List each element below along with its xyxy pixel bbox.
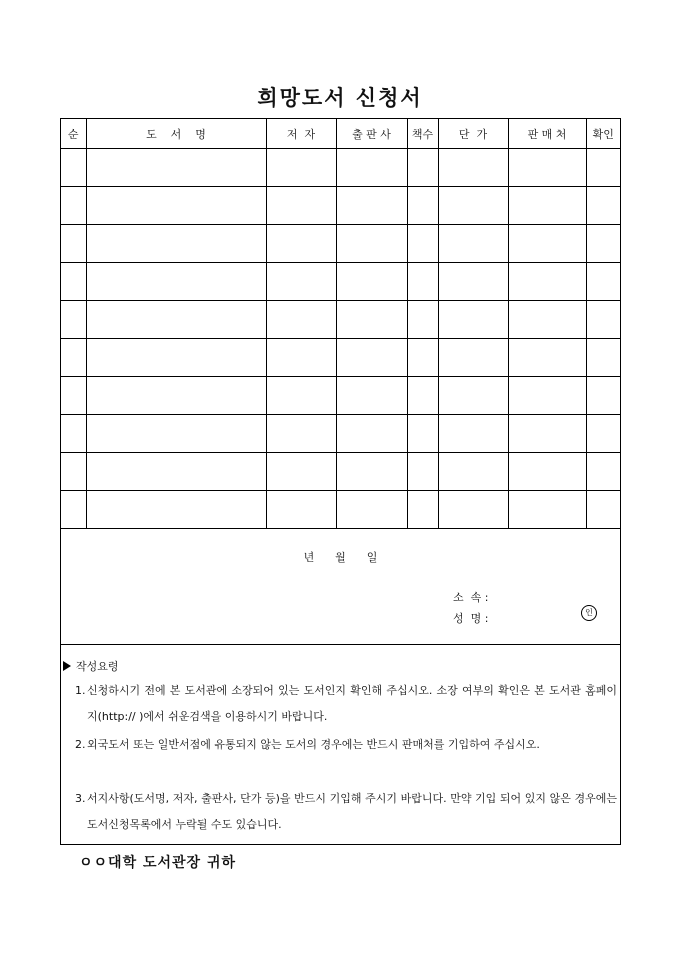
cell-confirm[interactable] [586, 263, 620, 301]
cell-copies[interactable] [407, 453, 438, 491]
cell-publisher[interactable] [336, 377, 407, 415]
cell-author[interactable] [266, 187, 336, 225]
table-row [61, 415, 620, 453]
table-row [61, 339, 620, 377]
header-price: 단 가 [438, 119, 508, 149]
cell-author[interactable] [266, 377, 336, 415]
cell-author[interactable] [266, 491, 336, 529]
cell-no[interactable] [61, 377, 86, 415]
cell-publisher[interactable] [336, 339, 407, 377]
note-item [75, 678, 617, 730]
cell-title[interactable] [86, 187, 266, 225]
triangle-bullet-icon [63, 661, 71, 671]
header-seller: 판 매 처 [508, 119, 586, 149]
cell-price[interactable] [438, 149, 508, 187]
request-form [60, 118, 621, 845]
table-row [61, 377, 620, 415]
note-text: 서지사항(도서명, 저자, 출판사, 단가 등)을 반드시 기입해 주시기 바랍니다. 만약 기입 되어 있지 않은 경우에는 도서신청목록에서 누락될 수도 있습니다. [87, 792, 617, 831]
cell-copies[interactable] [407, 225, 438, 263]
notes-heading-text: 작성요령 [76, 660, 119, 673]
cell-title[interactable] [86, 225, 266, 263]
affiliation-label: 소 속 : [453, 591, 489, 604]
seal-mark: 인 [581, 605, 597, 621]
cell-confirm[interactable] [586, 453, 620, 491]
addressee-footer: ㅇㅇ대학 도서관장 귀하 [79, 855, 236, 871]
header-copies: 책수 [407, 119, 438, 149]
cell-author[interactable] [266, 263, 336, 301]
note-number: 2. [75, 738, 86, 751]
cell-copies[interactable] [407, 491, 438, 529]
notes-heading [63, 658, 119, 674]
cell-no[interactable] [61, 149, 86, 187]
cell-publisher[interactable] [336, 491, 407, 529]
header-title: 도 서 명 [86, 119, 266, 149]
table-row [61, 187, 620, 225]
cell-title[interactable] [86, 453, 266, 491]
cell-no[interactable] [61, 225, 86, 263]
cell-copies[interactable] [407, 301, 438, 339]
section-divider [61, 644, 620, 645]
cell-author[interactable] [266, 339, 336, 377]
cell-seller[interactable] [508, 415, 586, 453]
table-row [61, 453, 620, 491]
table-row [61, 149, 620, 187]
cell-price[interactable] [438, 301, 508, 339]
cell-seller[interactable] [508, 377, 586, 415]
cell-confirm[interactable] [586, 377, 620, 415]
cell-seller[interactable] [508, 453, 586, 491]
name-label: 성 명 : [453, 612, 489, 625]
cell-author[interactable] [266, 415, 336, 453]
cell-price[interactable] [438, 415, 508, 453]
cell-confirm[interactable] [586, 149, 620, 187]
cell-confirm[interactable] [586, 339, 620, 377]
cell-no[interactable] [61, 491, 86, 529]
cell-title[interactable] [86, 149, 266, 187]
note-text: 신청하시기 전에 본 도서관에 소장되어 있는 도서인지 확인해 주십시오. 소장 여부의 확인은 본 도서관 홈페이지(http:// )에서 쉬운검색을 이용하시기 바랍니다. [87, 684, 617, 723]
cell-confirm[interactable] [586, 301, 620, 339]
cell-no[interactable] [61, 453, 86, 491]
cell-seller[interactable] [508, 491, 586, 529]
cell-confirm[interactable] [586, 491, 620, 529]
cell-confirm[interactable] [586, 415, 620, 453]
header-no: 순 [61, 119, 86, 149]
cell-author[interactable] [266, 301, 336, 339]
cell-price[interactable] [438, 453, 508, 491]
table-row [61, 301, 620, 339]
cell-seller[interactable] [508, 187, 586, 225]
header-confirm: 확인 [586, 119, 620, 149]
table-row [61, 491, 620, 529]
note-item [75, 732, 617, 758]
cell-price[interactable] [438, 187, 508, 225]
note-number: 1. [75, 684, 86, 697]
cell-seller[interactable] [508, 225, 586, 263]
cell-copies[interactable] [407, 339, 438, 377]
header-publisher: 출 판 사 [336, 119, 407, 149]
cell-confirm[interactable] [586, 187, 620, 225]
book-request-table [61, 119, 620, 529]
cell-publisher[interactable] [336, 263, 407, 301]
cell-copies[interactable] [407, 377, 438, 415]
table-row [61, 225, 620, 263]
cell-title[interactable] [86, 301, 266, 339]
cell-copies[interactable] [407, 149, 438, 187]
cell-copies[interactable] [407, 187, 438, 225]
cell-title[interactable] [86, 377, 266, 415]
form-title: 희망도서 신청서 [257, 85, 423, 110]
cell-price[interactable] [438, 225, 508, 263]
table-header-row [61, 119, 620, 149]
cell-no[interactable] [61, 263, 86, 301]
cell-price[interactable] [438, 377, 508, 415]
note-text: 외국도서 또는 일반서점에 유통되지 않는 도서의 경우에는 반드시 판매처를 기입하여 주십시오. [87, 738, 540, 751]
cell-seller[interactable] [508, 263, 586, 301]
cell-seller[interactable] [508, 301, 586, 339]
cell-no[interactable] [61, 301, 86, 339]
note-item [75, 786, 617, 838]
cell-publisher[interactable] [336, 301, 407, 339]
cell-price[interactable] [438, 491, 508, 529]
date-line: 년 월 일 [303, 551, 378, 564]
cell-publisher[interactable] [336, 187, 407, 225]
cell-seller[interactable] [508, 149, 586, 187]
cell-copies[interactable] [407, 415, 438, 453]
cell-price[interactable] [438, 339, 508, 377]
cell-publisher[interactable] [336, 415, 407, 453]
cell-publisher[interactable] [336, 225, 407, 263]
cell-author[interactable] [266, 225, 336, 263]
cell-publisher[interactable] [336, 149, 407, 187]
cell-price[interactable] [438, 263, 508, 301]
cell-no[interactable] [61, 339, 86, 377]
note-number: 3. [75, 792, 86, 805]
cell-confirm[interactable] [586, 225, 620, 263]
cell-author[interactable] [266, 149, 336, 187]
cell-no[interactable] [61, 187, 86, 225]
table-row [61, 263, 620, 301]
cell-copies[interactable] [407, 263, 438, 301]
header-author: 저 자 [266, 119, 336, 149]
cell-no[interactable] [61, 415, 86, 453]
cell-seller[interactable] [508, 339, 586, 377]
cell-title[interactable] [86, 263, 266, 301]
cell-title[interactable] [86, 491, 266, 529]
cell-publisher[interactable] [336, 453, 407, 491]
cell-author[interactable] [266, 453, 336, 491]
cell-title[interactable] [86, 339, 266, 377]
cell-title[interactable] [86, 415, 266, 453]
